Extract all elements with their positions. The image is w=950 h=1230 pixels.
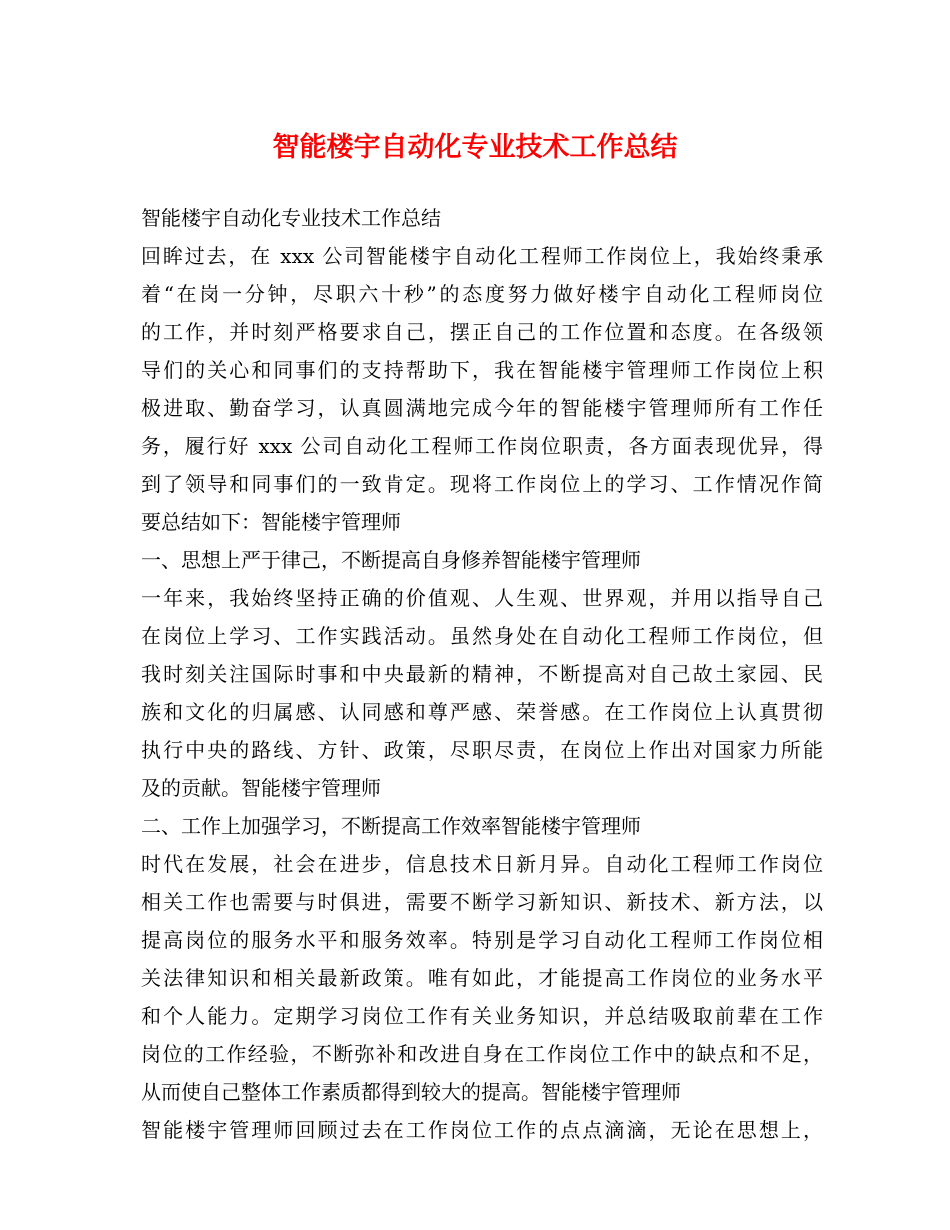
body-line: 要总结如下：智能楼宇管理师 — [141, 510, 401, 534]
body-line: 到了领导和同事们的一致肯定。现将工作岗位上的学习、工作情况作简 — [141, 472, 823, 496]
body-line: 相关工作也需要与时俱进，需要不断学习新知识、新技术、新方法，以 — [141, 890, 823, 914]
body-line: 时代在发展，社会在进步，信息技术日新月异。自动化工程师工作岗位 — [141, 852, 823, 876]
body-line: 和个人能力。定期学习岗位工作有关业务知识，并总结吸取前辈在工作 — [141, 1004, 823, 1028]
section-heading: 一、思想上严于律己，不断提高自身修养智能楼宇管理师 — [141, 548, 641, 572]
body-line: 务，履行好 xxx 公司自动化工程师工作岗位职责，各方面表现优异，得 — [141, 434, 823, 458]
body-line: 岗位的工作经验，不断弥补和改进自身在工作岗位工作中的缺点和不足， — [141, 1042, 823, 1066]
body-line: 我时刻关注国际时事和中央最新的精神，不断提高对自己故土家园、民 — [141, 662, 823, 686]
body-line: 的工作，并时刻严格要求自己，摆正自己的工作位置和态度。在各级领 — [141, 320, 823, 344]
body-line: 一年来，我始终坚持正确的价值观、人生观、世界观，并用以指导自己 — [141, 586, 823, 610]
body-line: 智能楼宇管理师回顾过去在工作岗位工作的点点滴滴，无论在思想上， — [141, 1118, 823, 1142]
body-line: 极进取、勤奋学习，认真圆满地完成今年的智能楼宇管理师所有工作任 — [141, 396, 823, 420]
body-line: 从而使自己整体工作素质都得到较大的提高。智能楼宇管理师 — [141, 1080, 681, 1104]
body-line: 回眸过去，在 xxx 公司智能楼宇自动化工程师工作岗位上，我始终秉承 — [141, 244, 823, 268]
section-heading: 二、工作上加强学习，不断提高工作效率智能楼宇管理师 — [141, 814, 641, 838]
body-line: 着“在岗一分钟，尽职六十秒”的态度努力做好楼宇自动化工程师岗位 — [141, 282, 823, 306]
body-line: 提高岗位的服务水平和服务效率。特别是学习自动化工程师工作岗位相 — [141, 928, 823, 952]
body-line: 及的贡献。智能楼宇管理师 — [141, 776, 381, 800]
body-line: 族和文化的归属感、认同感和尊严感、荣誉感。在工作岗位上认真贯彻 — [141, 700, 823, 724]
document-body — [141, 199, 823, 1149]
body-line: 执行中央的路线、方针、政策，尽职尽责，在岗位上作出对国家力所能 — [141, 738, 823, 762]
body-line: 导们的关心和同事们的支持帮助下，我在智能楼宇管理师工作岗位上积 — [141, 358, 823, 382]
body-line: 在岗位上学习、工作实践活动。虽然身处在自动化工程师工作岗位，但 — [141, 624, 823, 648]
document-title: 智能楼宇自动化专业技术工作总结 — [272, 132, 678, 163]
body-line: 关法律知识和相关最新政策。唯有如此，才能提高工作岗位的业务水平 — [141, 966, 823, 990]
body-line: 智能楼宇自动化专业技术工作总结 — [141, 206, 441, 230]
